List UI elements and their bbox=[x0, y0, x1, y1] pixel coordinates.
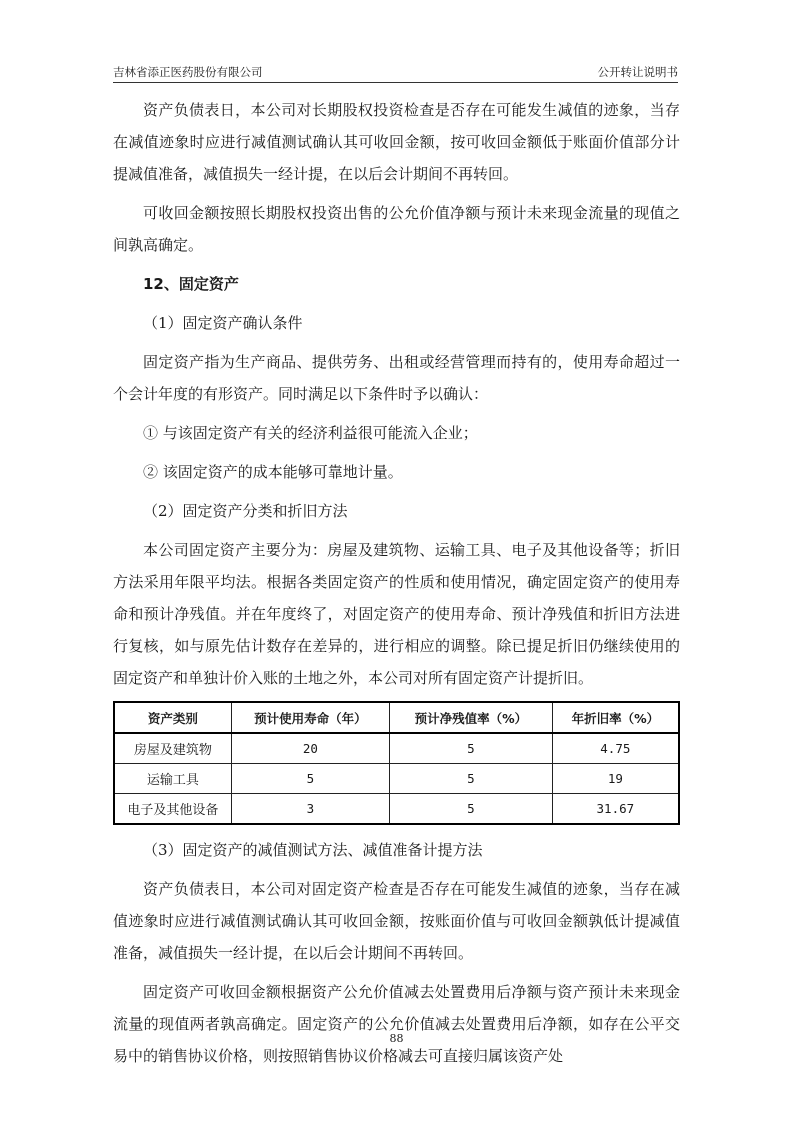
header-company-name: 吉林省添正医药股份有限公司 bbox=[113, 65, 263, 79]
document-body bbox=[113, 94, 680, 1079]
cell-useful-life: 3 bbox=[231, 794, 389, 825]
cell-asset-category: 运输工具 bbox=[114, 764, 231, 794]
subheading-classification-depreciation: （2）固定资产分类和折旧方法 bbox=[143, 502, 348, 520]
column-header-depreciation-rate: 年折旧率（%） bbox=[552, 702, 679, 733]
paragraph-depreciation-method: 本公司固定资产主要分为：房屋及建筑物、运输工具、电子及其他设备等；折旧方法采用年限平均法。根据各类固定资产的性质和使用情况，确定固定资产的使用寿命和预计净残值。并在年度终了，对固定资产的使用寿命、预计净残值和折旧方法进行复核，如与原先估计数存在差异的，进行相应的调整。除已提足折旧仍继续使用的固定资产和单独计价入账的土地之外，本公司对所有固定资产计提折旧。 bbox=[113, 541, 680, 687]
cell-residual-rate: 5 bbox=[389, 733, 552, 764]
paragraph-impairment-fixed-assets: 资产负债表日，本公司对固定资产检查是否存在可能发生减值的迹象，当存在减值迹象时应进行减值测试确认其可收回金额，按账面价值与可收回金额孰低计提减值准备，减值损失一经计提，在以后会计期间不再转回。 bbox=[113, 880, 680, 962]
cell-asset-category: 房屋及建筑物 bbox=[114, 733, 231, 764]
page-number: 88 bbox=[389, 1032, 404, 1045]
column-header-asset-category: 资产类别 bbox=[114, 702, 231, 733]
cell-useful-life: 5 bbox=[231, 764, 389, 794]
cell-depreciation-rate: 31.67 bbox=[552, 794, 679, 825]
depreciation-table bbox=[113, 701, 680, 825]
cell-asset-category: 电子及其他设备 bbox=[114, 794, 231, 825]
cell-residual-rate: 5 bbox=[389, 764, 552, 794]
subheading-recognition: （1）固定资产确认条件 bbox=[143, 314, 303, 332]
cell-residual-rate: 5 bbox=[389, 794, 552, 825]
paragraph-impairment-equity: 资产负债表日，本公司对长期股权投资检查是否存在可能发生减值的迹象，当存在减值迹象时应进行减值测试确认其可收回金额，按可收回金额低于账面价值部分计提减值准备，减值损失一经计提，在以后会计期间不再转回。 bbox=[113, 101, 680, 183]
list-item-condition-2: ② 该固定资产的成本能够可靠地计量。 bbox=[143, 463, 403, 481]
paragraph-fair-value: 固定资产可收回金额根据资产公允价值减去处置费用后净额与资产预计未来现金流量的现值两者孰高确定。固定资产的公允价值减去处置费用后净额，如存在公平交易中的销售协议价格，则按照销售协议价格减去可直接归属该资产处 bbox=[113, 983, 680, 1065]
list-item-condition-1: ① 与该固定资产有关的经济利益很可能流入企业； bbox=[143, 424, 478, 442]
paragraph-recoverable-amount: 可收回金额按照长期股权投资出售的公允价值净额与预计未来现金流量的现值之间孰高确定。 bbox=[113, 204, 680, 254]
paragraph-fixed-asset-definition: 固定资产指为生产商品、提供劳务、出租或经营管理而持有的，使用寿命超过一个会计年度的有形资产。同时满足以下条件时予以确认： bbox=[113, 353, 680, 403]
page-header bbox=[113, 60, 678, 83]
cell-depreciation-rate: 4.75 bbox=[552, 733, 679, 764]
column-header-useful-life: 预计使用寿命（年） bbox=[231, 702, 389, 733]
table-row bbox=[114, 764, 679, 794]
column-header-residual-rate: 预计净残值率（%） bbox=[389, 702, 552, 733]
table-row bbox=[114, 794, 679, 825]
table-header-row bbox=[114, 702, 679, 733]
subheading-impairment-method: （3）固定资产的减值测试方法、减值准备计提方法 bbox=[143, 841, 483, 859]
section-title-fixed-assets: 12、固定资产 bbox=[143, 275, 239, 293]
header-document-type: 公开转让说明书 bbox=[597, 65, 678, 79]
cell-depreciation-rate: 19 bbox=[552, 764, 679, 794]
table-row bbox=[114, 733, 679, 764]
cell-useful-life: 20 bbox=[231, 733, 389, 764]
